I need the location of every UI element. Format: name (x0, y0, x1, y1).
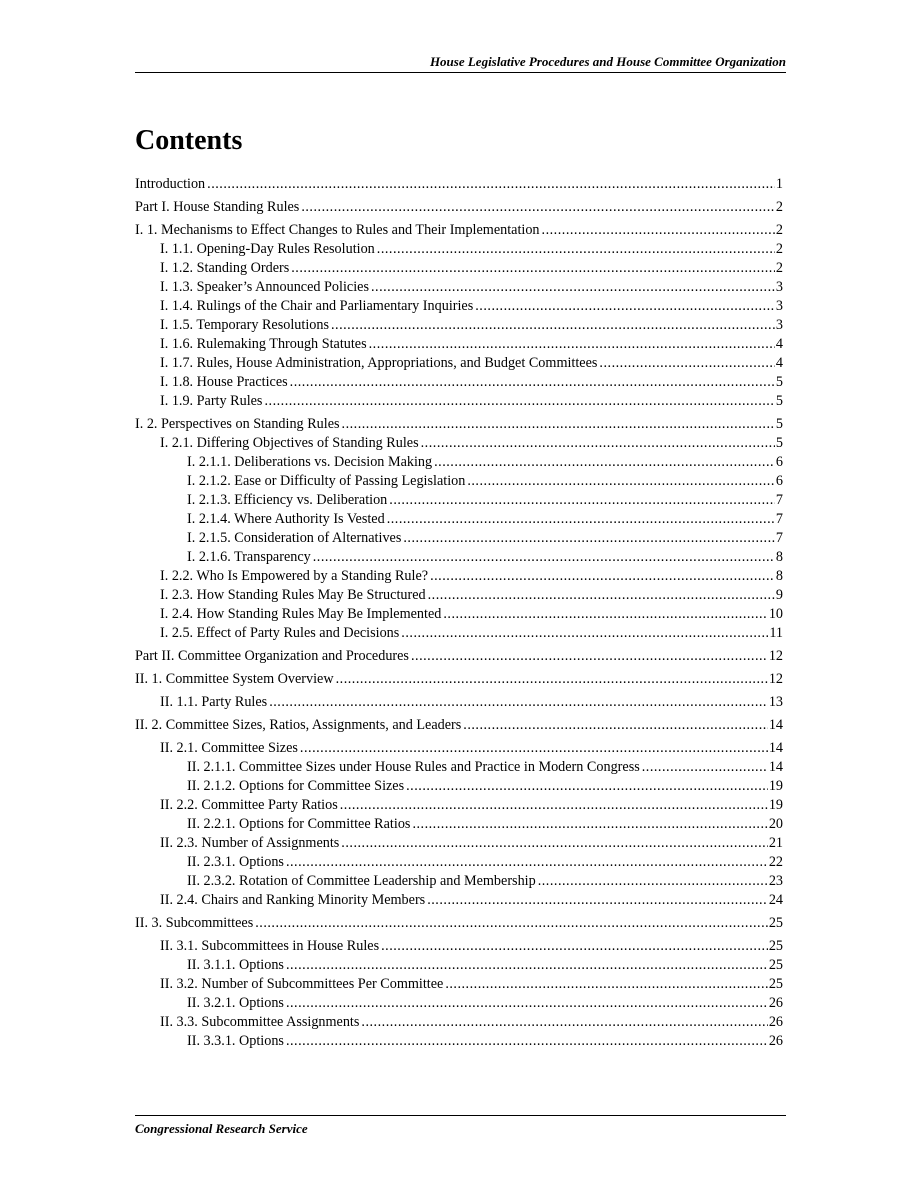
dot-leader (313, 548, 775, 567)
dot-leader (412, 815, 767, 834)
dot-leader (406, 777, 768, 796)
dot-leader (341, 834, 768, 853)
toc-entry-label: I. 2.2. Who Is Empowered by a Standing Rule? (160, 568, 429, 584)
dot-leader (542, 221, 775, 240)
toc-entry-page-number: 10 (768, 606, 783, 622)
dot-leader (475, 297, 775, 316)
toc-entry[interactable] (135, 259, 783, 278)
toc-entry[interactable] (135, 373, 783, 392)
toc-entry-label: Part II. Committee Organization and Procedures (135, 648, 409, 664)
toc-entry[interactable] (135, 198, 783, 217)
toc-entry[interactable] (135, 937, 783, 956)
footer-rule (135, 1115, 786, 1116)
toc-entry-label: I. 2.1.1. Deliberations vs. Decision Making (187, 454, 433, 470)
dot-leader (538, 872, 768, 891)
toc-entry-label: II. 3.1.1. Options (187, 957, 284, 973)
toc-entry-page-number: 25 (768, 976, 783, 992)
toc-entry[interactable] (135, 278, 783, 297)
dot-leader (427, 891, 768, 910)
dot-leader (342, 415, 775, 434)
toc-entry-label: I. 2.1.2. Ease or Difficulty of Passing Legislation (187, 473, 466, 489)
toc-entry-label: I. 1.1. Opening-Day Rules Resolution (160, 241, 375, 257)
toc-entry-label: I. 1. Mechanisms to Effect Changes to Rules and Their Implementation (135, 222, 540, 238)
toc-entry-page-number: 3 (775, 317, 783, 333)
toc-entry[interactable] (135, 1013, 783, 1032)
dot-leader (340, 796, 768, 815)
toc-entry[interactable] (135, 434, 783, 453)
dot-leader (428, 586, 775, 605)
toc-entry[interactable] (135, 491, 783, 510)
dot-leader (301, 198, 775, 217)
toc-entry[interactable] (135, 175, 783, 194)
toc-entry-page-number: 14 (768, 740, 783, 756)
toc-entry-label: I. 2.1.3. Efficiency vs. Deliberation (187, 492, 388, 508)
toc-entry-page-number: 23 (768, 873, 783, 889)
toc-entry-label: II. 3.2.1. Options (187, 995, 284, 1011)
toc-entry[interactable] (135, 975, 783, 994)
toc-entry-label: I. 2.3. How Standing Rules May Be Structured (160, 587, 426, 603)
toc-entry-label: II. 2.3.1. Options (187, 854, 284, 870)
toc-entry-page-number: 5 (775, 374, 783, 390)
dot-leader (290, 373, 775, 392)
toc-entry-page-number: 5 (775, 393, 783, 409)
dot-leader (445, 975, 768, 994)
toc-entry[interactable] (135, 1032, 783, 1051)
toc-entry-label: II. 2.2. Committee Party Ratios (160, 797, 338, 813)
toc-entry-label: II. 2. Committee Sizes, Ratios, Assignments, and Leaders (135, 717, 462, 733)
toc-entry-page-number: 7 (775, 530, 783, 546)
toc-entry-page-number: 9 (775, 587, 783, 603)
toc-entry-label: II. 3. Subcommittees (135, 915, 254, 931)
dot-leader (291, 259, 775, 278)
dot-leader (430, 567, 775, 586)
toc-entry-page-number: 20 (768, 816, 783, 832)
toc-entry[interactable] (135, 240, 783, 259)
toc-entry-page-number: 8 (775, 549, 783, 565)
toc-entry-page-number: 3 (775, 279, 783, 295)
toc-entry-page-number: 13 (768, 694, 783, 710)
toc-entry-label: II. 2.2.1. Options for Committee Ratios (187, 816, 411, 832)
toc-entry-page-number: 5 (775, 416, 783, 432)
toc-entry[interactable] (135, 529, 783, 548)
toc-entry-label: II. 1.1. Party Rules (160, 694, 268, 710)
toc-entry-page-number: 7 (775, 511, 783, 527)
toc-entry-page-number: 12 (768, 671, 783, 687)
dot-leader (371, 278, 775, 297)
toc-entry-page-number: 26 (768, 995, 783, 1011)
toc-entry[interactable] (135, 392, 783, 411)
toc-entry-label: II. 3.2. Number of Subcommittees Per Committee (160, 976, 444, 992)
toc-entry-label: I. 2. Perspectives on Standing Rules (135, 416, 340, 432)
toc-entry-page-number: 2 (775, 241, 783, 257)
toc-entry-label: II. 3.3.1. Options (187, 1033, 284, 1049)
toc-entry[interactable] (135, 994, 783, 1013)
toc-entry-label: II. 2.4. Chairs and Ranking Minority Members (160, 892, 426, 908)
toc-entry-label: I. 1.9. Party Rules (160, 393, 263, 409)
dot-leader (255, 914, 768, 933)
toc-entry-label: II. 3.1. Subcommittees in House Rules (160, 938, 380, 954)
table-of-contents (135, 175, 783, 1051)
toc-entry-label: I. 2.1.5. Consideration of Alternatives (187, 530, 402, 546)
toc-entry-page-number: 14 (768, 717, 783, 733)
toc-entry[interactable] (135, 647, 783, 666)
header-rule (135, 72, 786, 73)
toc-entry-label: I. 1.7. Rules, House Administration, Appropriations, and Budget Committees (160, 355, 598, 371)
dot-leader (336, 670, 768, 689)
toc-entry-page-number: 5 (775, 435, 783, 451)
toc-entry-page-number: 8 (775, 568, 783, 584)
toc-entry-page-number: 19 (768, 797, 783, 813)
toc-entry[interactable] (135, 316, 783, 335)
toc-entry[interactable] (135, 853, 783, 872)
page-title: Contents (135, 125, 243, 156)
dot-leader (377, 240, 775, 259)
dot-leader (300, 739, 768, 758)
toc-entry-page-number: 2 (775, 222, 783, 238)
dot-leader (443, 605, 767, 624)
dot-leader (599, 354, 774, 373)
toc-entry[interactable] (135, 567, 783, 586)
toc-entry-page-number: 1 (775, 176, 783, 192)
dot-leader (381, 937, 768, 956)
toc-entry[interactable] (135, 624, 783, 643)
toc-entry-label: I. 2.5. Effect of Party Rules and Decisions (160, 625, 400, 641)
running-header: House Legislative Procedures and House Committee Organization (429, 54, 786, 69)
dot-leader (389, 491, 775, 510)
toc-entry-page-number: 12 (768, 648, 783, 664)
toc-entry-page-number: 25 (768, 915, 783, 931)
toc-entry[interactable] (135, 297, 783, 316)
toc-entry-page-number: 6 (775, 454, 783, 470)
toc-entry[interactable] (135, 354, 783, 373)
toc-entry-page-number: 11 (769, 625, 783, 641)
toc-entry-page-number: 25 (768, 957, 783, 973)
toc-entry-label: I. 1.8. House Practices (160, 374, 288, 390)
toc-entry-label: I. 1.5. Temporary Resolutions (160, 317, 329, 333)
toc-entry[interactable] (135, 891, 783, 910)
toc-entry-label: I. 1.3. Speaker’s Announced Policies (160, 279, 369, 295)
toc-entry[interactable] (135, 510, 783, 529)
toc-entry-page-number: 24 (768, 892, 783, 908)
toc-entry-page-number: 21 (768, 835, 783, 851)
toc-entry-page-number: 14 (768, 759, 783, 775)
toc-entry-page-number: 25 (768, 938, 783, 954)
toc-entry[interactable] (135, 548, 783, 567)
dot-leader (463, 716, 768, 735)
dot-leader (361, 1013, 767, 1032)
toc-entry-label: I. 1.4. Rulings of the Chair and Parliamentary Inquiries (160, 298, 474, 314)
toc-entry-page-number: 4 (775, 355, 783, 371)
toc-entry-label: I. 2.1. Differing Objectives of Standing Rules (160, 435, 419, 451)
toc-entry-label: II. 2.1.2. Options for Committee Sizes (187, 778, 405, 794)
toc-entry[interactable] (135, 670, 783, 689)
dot-leader (286, 956, 768, 975)
toc-entry-label: II. 2.1. Committee Sizes (160, 740, 298, 756)
toc-entry-page-number: 6 (775, 473, 783, 489)
toc-entry-label: I. 1.6. Rulemaking Through Statutes (160, 336, 367, 352)
toc-entry-page-number: 22 (768, 854, 783, 870)
toc-entry[interactable] (135, 815, 783, 834)
toc-entry-label: I. 1.2. Standing Orders (160, 260, 290, 276)
toc-entry-label: II. 2.3.2. Rotation of Committee Leadership and Membership (187, 873, 536, 889)
toc-entry-page-number: 2 (775, 199, 783, 215)
dot-leader (403, 529, 775, 548)
dot-leader (467, 472, 775, 491)
toc-entry-label: I. 2.4. How Standing Rules May Be Implemented (160, 606, 442, 622)
dot-leader (434, 453, 775, 472)
dot-leader (207, 175, 775, 194)
toc-entry[interactable] (135, 914, 783, 933)
toc-entry[interactable] (135, 472, 783, 491)
dot-leader (387, 510, 775, 529)
running-footer: Congressional Research Service (135, 1121, 308, 1136)
dot-leader (286, 1032, 768, 1051)
toc-entry[interactable] (135, 335, 783, 354)
toc-entry-page-number: 4 (775, 336, 783, 352)
toc-entry[interactable] (135, 956, 783, 975)
dot-leader (286, 853, 768, 872)
dot-leader (331, 316, 775, 335)
toc-entry[interactable] (135, 693, 783, 712)
toc-entry[interactable] (135, 834, 783, 853)
toc-entry-label: Introduction (135, 176, 206, 192)
toc-entry-page-number: 2 (775, 260, 783, 276)
toc-entry-label: I. 2.1.4. Where Authority Is Vested (187, 511, 385, 527)
toc-entry-label: II. 2.3. Number of Assignments (160, 835, 340, 851)
toc-entry[interactable] (135, 739, 783, 758)
toc-entry-label: II. 3.3. Subcommittee Assignments (160, 1014, 360, 1030)
dot-leader (421, 434, 775, 453)
dot-leader (269, 693, 768, 712)
toc-entry[interactable] (135, 796, 783, 815)
toc-entry[interactable] (135, 872, 783, 891)
toc-entry-label: I. 2.1.6. Transparency (187, 549, 311, 565)
toc-entry-label: Part I. House Standing Rules (135, 199, 300, 215)
dot-leader (411, 647, 768, 666)
toc-entry[interactable] (135, 415, 783, 434)
dot-leader (286, 994, 768, 1013)
toc-entry-page-number: 26 (768, 1014, 783, 1030)
toc-entry[interactable] (135, 777, 783, 796)
dot-leader (642, 758, 768, 777)
toc-entry-page-number: 19 (768, 778, 783, 794)
toc-entry[interactable] (135, 221, 783, 240)
toc-entry[interactable] (135, 586, 783, 605)
toc-entry[interactable] (135, 605, 783, 624)
dot-leader (264, 392, 774, 411)
dot-leader (369, 335, 775, 354)
toc-entry-page-number: 26 (768, 1033, 783, 1049)
toc-entry-label: II. 2.1.1. Committee Sizes under House Rules and Practice in Modern Congress (187, 759, 640, 775)
dot-leader (401, 624, 768, 643)
toc-entry[interactable] (135, 758, 783, 777)
toc-entry-page-number: 7 (775, 492, 783, 508)
toc-entry-page-number: 3 (775, 298, 783, 314)
toc-entry[interactable] (135, 453, 783, 472)
toc-entry[interactable] (135, 716, 783, 735)
toc-entry-label: II. 1. Committee System Overview (135, 671, 334, 687)
